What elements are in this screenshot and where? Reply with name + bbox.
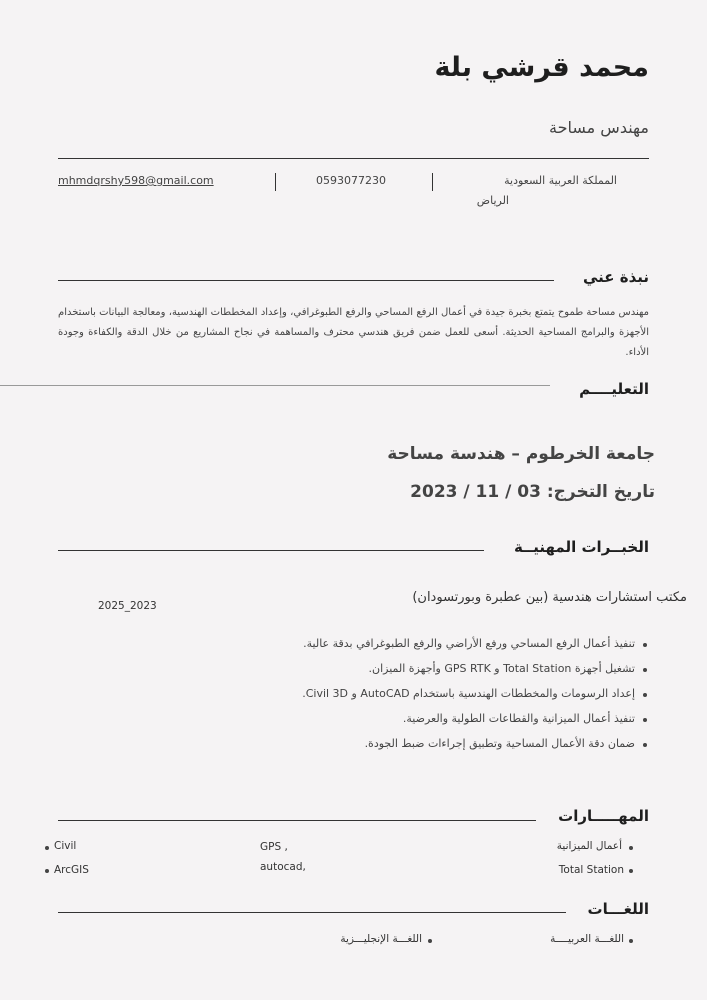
graduation-date: تاريخ التخرج: 03 / 11 / 2023 (410, 482, 655, 502)
about-divider (58, 280, 554, 281)
bullet-dot (629, 939, 633, 943)
list-item: إعداد الرسومات والمخططات الهندسية باستخدام AutoCAD و Civil 3D. (149, 684, 649, 709)
skill-item: ArcGIS (54, 864, 89, 876)
skills-divider (58, 820, 536, 821)
experience-duties (149, 634, 649, 759)
list-item: ضمان دقة الأعمال المساحية وتطبيق إجراءات ضبط الجودة. (149, 734, 649, 759)
list-item: تنفيذ أعمال الرفع المساحي ورفع الأراضي والرفع الطبوغرافي بدقة عالية. (149, 634, 649, 659)
header-divider (58, 158, 649, 159)
bullet-dot (45, 846, 49, 850)
phone-number: 0593077230 (316, 174, 386, 187)
skill-item: أعمال الميزانية (556, 840, 622, 852)
about-text: مهندس مساحة طموح يتمتع بخبرة جيدة في أعمال الرفع المساحي والرفع الطبوغرافي، وإعداد المخططات الهندسية، ومعالجة البيانات باستخدام الأجهزة والبرامج المساحية الحديثة. أسعى للعمل ضمن فريق هندسي محترف والمساهمة في نجاح المشاريع من خلال الدقة والكفاءة وجودة الأداء. (58, 307, 649, 358)
experience-heading: الخبــرات المهنيــة (513, 538, 649, 556)
skill-item: autocad, (260, 861, 306, 873)
education-degree: جامعة الخرطوم – هندسة مساحة (387, 444, 655, 464)
education-heading: التعليــــم (579, 380, 649, 398)
education-divider (0, 385, 550, 386)
contact-separator (275, 173, 276, 191)
list-item: تشغيل أجهزة Total Station و GPS RTK وأجهزة الميزان. (149, 659, 649, 684)
skill-item: Civil (54, 840, 77, 852)
experience-divider (58, 550, 484, 551)
location-city: الرياض (476, 194, 509, 207)
bullet-dot (45, 869, 49, 873)
language-item: اللغـــة العربيــــة (550, 933, 624, 945)
language-item: اللغـــة الإنجليـــزية (340, 933, 422, 945)
candidate-name: محمد قرشي بلة (434, 52, 649, 83)
bullet-dot (629, 846, 633, 850)
list-item: تنفيذ أعمال الميزانية والقطاعات الطولية والعرضية. (149, 709, 649, 734)
bullet-dot (629, 869, 633, 873)
skills-heading: المهـــــارات (558, 807, 649, 825)
job-title: مهندس مساحة (549, 118, 649, 137)
languages-heading: اللغـــات (587, 900, 649, 918)
experience-company: مكتب استشارات هندسية (بين عطبرة وبورتسودان) (412, 590, 687, 605)
skill-item: GPS , (260, 841, 288, 853)
bullet-dot (428, 939, 432, 943)
location-country: المملكة العربية السعودية (504, 174, 617, 187)
contact-separator (432, 173, 433, 191)
email-link[interactable]: mhmdqrshy598@gmail.com (58, 174, 214, 187)
experience-period: 2025_2023 (98, 600, 157, 612)
languages-divider (58, 912, 566, 913)
about-heading: نبذة عني (582, 268, 649, 286)
skill-item: Total Station (558, 864, 624, 876)
